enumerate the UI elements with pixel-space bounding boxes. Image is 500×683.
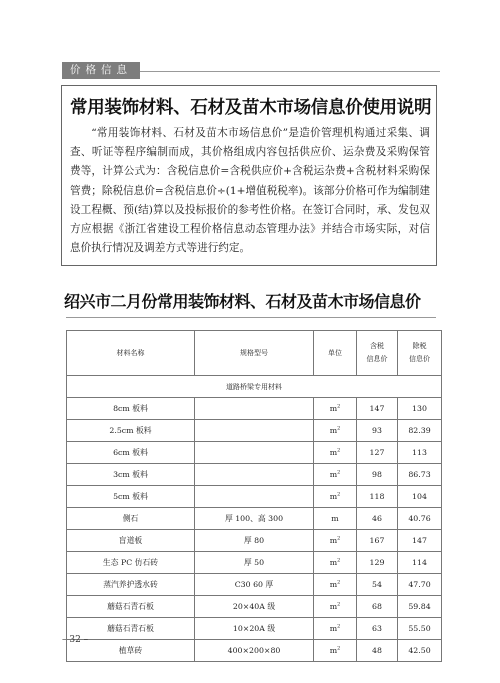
cell-taxed-price: 68 (357, 596, 398, 618)
table-row (67, 398, 442, 420)
cell-unit (314, 552, 357, 574)
notice-title: 常用装饰材料、石材及苗木市场信息价使用说明 (70, 98, 432, 118)
unit-exponent: 2 (337, 645, 341, 652)
cell-excl-price: 114 (398, 552, 442, 574)
unit-base: m (329, 448, 338, 457)
cell-taxed-price: 48 (357, 640, 398, 662)
cell-taxed-price: 129 (357, 552, 398, 574)
unit-base: m (329, 470, 338, 479)
cell-name: 6cm 板料 (67, 442, 195, 464)
table-row (67, 552, 442, 574)
cell-taxed-price: 93 (357, 420, 398, 442)
table-section-label: 道路桥梁专用材料 (67, 376, 442, 398)
unit-base: m (329, 580, 338, 589)
header-spec: 规格型号 (195, 331, 314, 376)
cell-name: 生态 PC 仿石砖 (67, 552, 195, 574)
header-excl-price (398, 331, 442, 376)
cell-unit (314, 486, 357, 508)
table-row (67, 596, 442, 618)
header-taxed-line2: 信息价 (366, 355, 388, 363)
cell-excl-price: 40.76 (398, 508, 442, 530)
cell-unit (314, 530, 357, 552)
header-excl-line1: 除税 (412, 342, 427, 350)
cell-excl-price: 82.39 (398, 420, 442, 442)
cell-spec: C30 60 厚 (195, 574, 314, 596)
unit-exponent: 2 (337, 601, 341, 608)
cell-unit (314, 420, 357, 442)
notice-box (61, 85, 437, 266)
cell-unit (314, 508, 357, 530)
header-taxed-line1: 含税 (370, 342, 384, 350)
cell-unit (314, 640, 357, 662)
section-tag-rule (140, 71, 440, 72)
cell-excl-price: 104 (398, 486, 442, 508)
cell-spec: 400×200×80 (195, 640, 314, 662)
cell-excl-price: 86.73 (398, 464, 442, 486)
cell-taxed-price: 63 (357, 618, 398, 640)
unit-exponent: 2 (337, 557, 341, 564)
table-row (67, 486, 442, 508)
price-table (66, 330, 442, 662)
unit-base: m (329, 646, 338, 655)
cell-name: 5cm 板料 (67, 486, 195, 508)
unit-exponent: 2 (337, 535, 341, 542)
cell-spec: 厚 100、高 300 (195, 508, 314, 530)
cell-spec (195, 464, 314, 486)
cell-spec (195, 420, 314, 442)
cell-spec (195, 442, 314, 464)
cell-name: 2.5cm 板料 (67, 420, 195, 442)
cell-unit (314, 464, 357, 486)
unit-exponent: 2 (337, 623, 341, 630)
table-row (67, 464, 442, 486)
cell-name: 侧石 (67, 508, 195, 530)
cell-name: 蘑菇石青石板 (67, 596, 195, 618)
table-title: 绍兴市二月份常用装饰材料、石材及苗木市场信息价 (64, 292, 421, 311)
cell-excl-price: 130 (398, 398, 442, 420)
header-name: 材料名称 (67, 331, 195, 376)
unit-exponent: 2 (337, 447, 341, 454)
cell-unit (314, 574, 357, 596)
cell-excl-price: 147 (398, 530, 442, 552)
unit-base: m (329, 492, 338, 501)
unit-exponent: 2 (337, 469, 341, 476)
cell-excl-price: 42.50 (398, 640, 442, 662)
unit-base: m (329, 602, 338, 611)
cell-excl-price: 113 (398, 442, 442, 464)
page-number: – 32 – (62, 635, 89, 645)
cell-unit (314, 442, 357, 464)
cell-name: 3cm 板料 (67, 464, 195, 486)
cell-name: 蘑菇石青石板 (67, 618, 195, 640)
table-title-rule (66, 317, 436, 318)
cell-spec: 厚 50 (195, 552, 314, 574)
unit-base: m (329, 536, 338, 545)
unit-exponent: 2 (337, 403, 341, 410)
table-row (67, 640, 442, 662)
cell-unit (314, 596, 357, 618)
cell-name: 蒸汽养护透水砖 (67, 574, 195, 596)
table-row (67, 508, 442, 530)
cell-taxed-price: 167 (357, 530, 398, 552)
cell-spec: 厚 80 (195, 530, 314, 552)
table-header-row (67, 331, 442, 376)
table-row (67, 574, 442, 596)
cell-taxed-price: 54 (357, 574, 398, 596)
cell-taxed-price: 118 (357, 486, 398, 508)
cell-unit (314, 618, 357, 640)
cell-name: 植草砖 (67, 640, 195, 662)
cell-excl-price: 47.70 (398, 574, 442, 596)
cell-spec (195, 398, 314, 420)
unit-exponent: 2 (337, 579, 341, 586)
unit-exponent: 2 (337, 491, 341, 498)
cell-spec (195, 486, 314, 508)
header-taxed-price (357, 331, 398, 376)
header-excl-line2: 信息价 (409, 355, 430, 363)
unit-base: m (329, 404, 338, 413)
table-row (67, 530, 442, 552)
cell-name: 盲道板 (67, 530, 195, 552)
unit-base: m (329, 624, 338, 633)
cell-name: 8cm 板料 (67, 398, 195, 420)
cell-taxed-price: 147 (357, 398, 398, 420)
table-row (67, 618, 442, 640)
table-section-row (67, 376, 442, 398)
table-row (67, 420, 442, 442)
table-row (67, 442, 442, 464)
cell-spec: 20×40A 级 (195, 596, 314, 618)
cell-excl-price: 59.84 (398, 596, 442, 618)
notice-body: “常用装饰材料、石材及苗木市场信息价”是造价管理机构通过采集、调查、听证等程序编制而成，其价格组成内容包括供应价、运杂费及采购保管费等，计算公式为：含税信息价=含税供应价+含税运杂费+含税材料采购保管费；除税信息价=含税信息价÷(1+增值税税率)。该部分价格可作为编制建设工程概、预(结)算以及投标报价的参考性价格。在签订合同时，承、发包双方应根据《浙江省建设工程价格信息动态管理办法》并结合市场实际，对信息价执行情况及调差方式等进行约定。 (70, 127, 430, 255)
section-tag: 价格信息 (62, 62, 140, 79)
cell-taxed-price: 46 (357, 508, 398, 530)
cell-taxed-price: 98 (357, 464, 398, 486)
cell-spec: 10×20A 级 (195, 618, 314, 640)
cell-excl-price: 55.50 (398, 618, 442, 640)
cell-taxed-price: 127 (357, 442, 398, 464)
unit-base: m (331, 514, 339, 523)
unit-base: m (329, 558, 338, 567)
unit-base: m (329, 426, 338, 435)
cell-unit (314, 398, 357, 420)
header-unit: 单位 (314, 331, 357, 376)
unit-exponent: 2 (337, 425, 341, 432)
